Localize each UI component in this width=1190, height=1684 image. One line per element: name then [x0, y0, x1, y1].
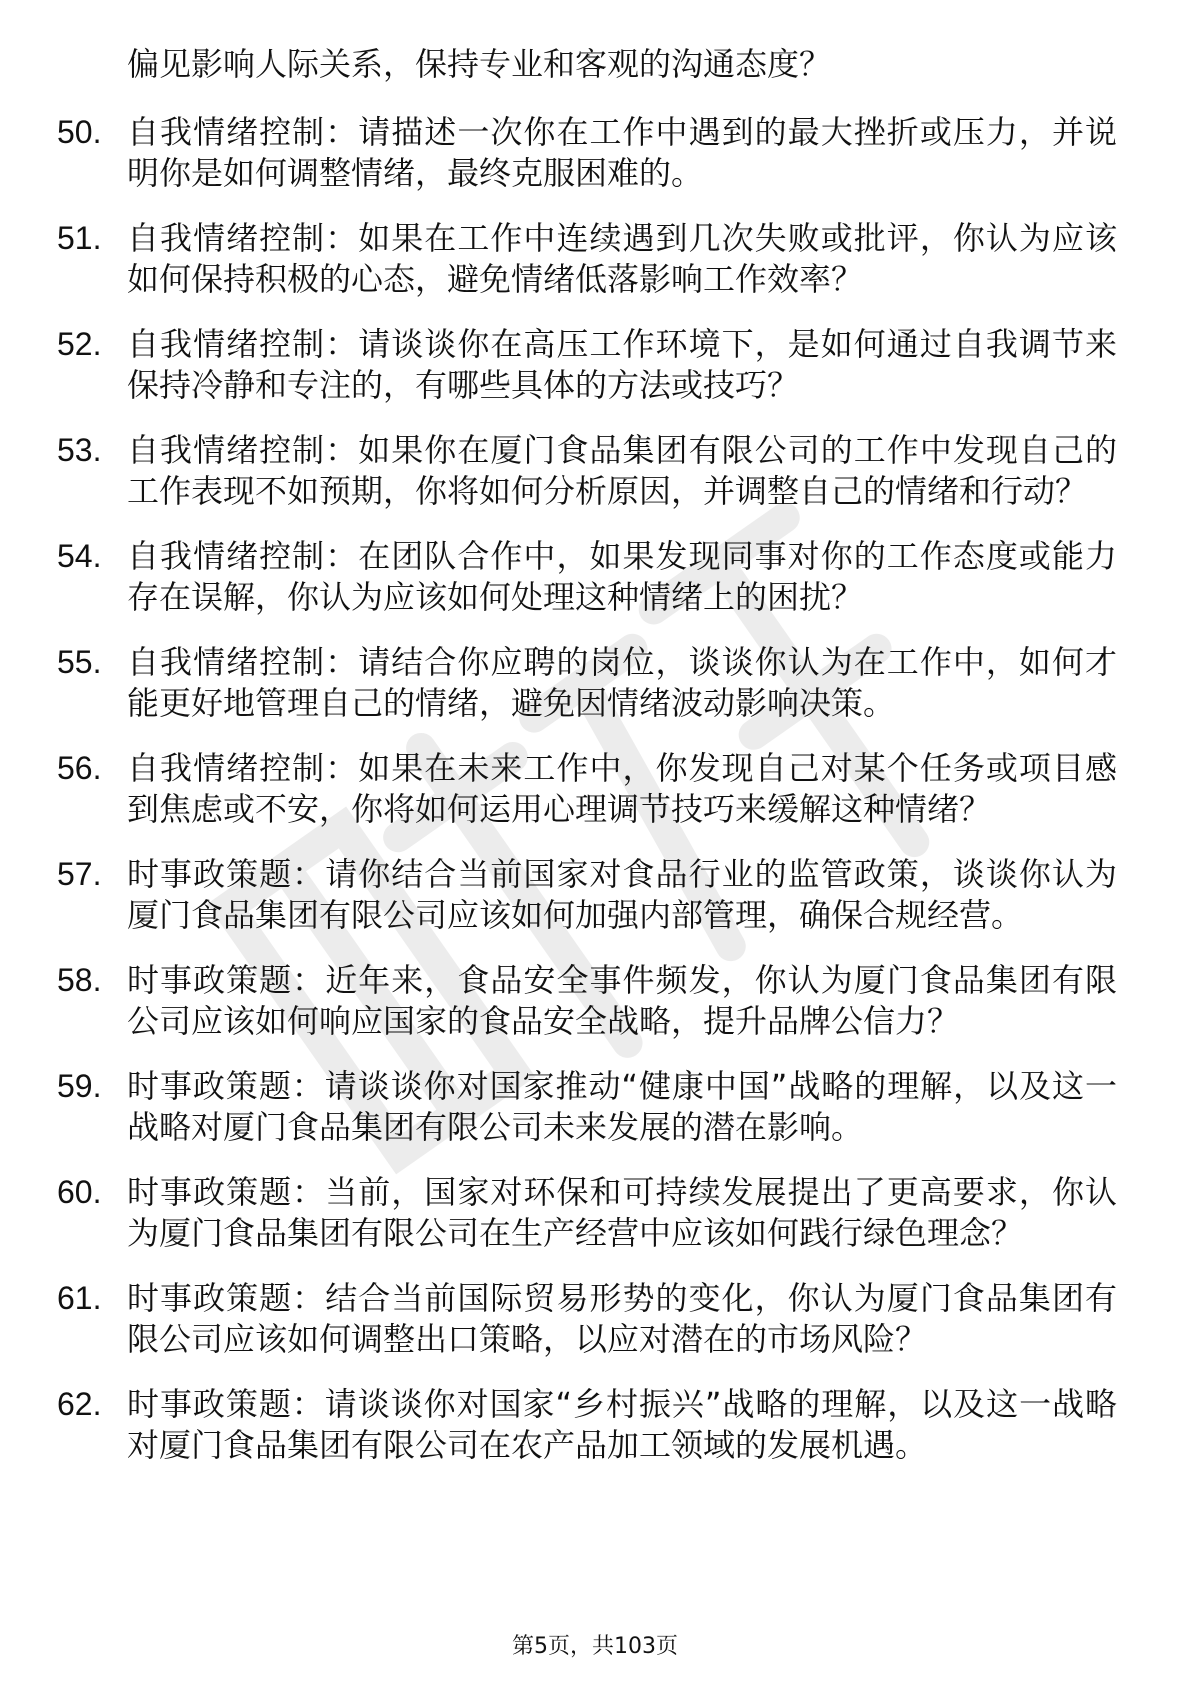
question-number: 53.	[57, 432, 102, 468]
question-number: 59.	[57, 1068, 102, 1104]
question-text: 自我情绪控制：请描述一次你在工作中遇到的最大挫折或压力，并说明你是如何调整情绪，最终克服困难的。	[127, 113, 1117, 192]
question-number: 52.	[57, 326, 102, 362]
question-text: 自我情绪控制：请结合你应聘的岗位，谈谈你认为在工作中，如何才能更好地管理自己的情绪，避免因情绪波动影响决策。	[127, 643, 1117, 722]
question-list	[0, 112, 1190, 1490]
question-item	[0, 1172, 1117, 1254]
question-text: 时事政策题：请你结合当前国家对食品行业的监管政策，谈谈你认为厦门食品集团有限公司应该如何加强内部管理，确保合规经营。	[127, 855, 1117, 934]
question-item	[0, 112, 1117, 194]
question-text: 自我情绪控制：请谈谈你在高压工作环境下，是如何通过自我调节来保持冷静和专注的，有哪些具体的方法或技巧？	[127, 325, 1117, 404]
question-item	[0, 324, 1117, 406]
question-text: 时事政策题：请谈谈你对国家“乡村振兴”战略的理解，以及这一战略对厦门食品集团有限公司在农产品加工领域的发展机遇。	[127, 1385, 1117, 1464]
question-number: 62.	[57, 1386, 102, 1422]
question-item	[0, 430, 1117, 512]
question-number: 50.	[57, 114, 102, 150]
question-text: 时事政策题：请谈谈你对国家推动“健康中国”战略的理解，以及这一战略对厦门食品集团有限公司未来发展的潜在影响。	[127, 1067, 1117, 1146]
question-item	[0, 1278, 1117, 1360]
question-number: 51.	[57, 220, 102, 256]
question-number: 60.	[57, 1174, 102, 1210]
question-number: 57.	[57, 856, 102, 892]
page-footer: 第5页，共103页	[512, 1634, 678, 1659]
question-item	[0, 1384, 1117, 1466]
question-number: 61.	[57, 1280, 102, 1316]
continuation-text: 偏见影响人际关系，保持专业和客观的沟通态度？	[127, 45, 832, 83]
question-text: 时事政策题：近年来，食品安全事件频发，你认为厦门食品集团有限公司应该如何响应国家的食品安全战略，提升品牌公信力？	[127, 961, 1117, 1040]
question-text: 自我情绪控制：在团队合作中，如果发现同事对你的工作态度或能力存在误解，你认为应该如何处理这种情绪上的困扰？	[127, 537, 1117, 616]
question-text: 时事政策题：结合当前国际贸易形势的变化，你认为厦门食品集团有限公司应该如何调整出口策略，以应对潜在的市场风险？	[127, 1279, 1117, 1358]
question-text: 自我情绪控制：如果在工作中连续遇到几次失败或批评，你认为应该如何保持积极的心态，避免情绪低落影响工作效率？	[127, 219, 1117, 298]
question-item	[0, 642, 1117, 724]
question-item	[0, 854, 1117, 936]
question-text: 自我情绪控制：如果你在厦门食品集团有限公司的工作中发现自己的工作表现不如预期，你将如何分析原因，并调整自己的情绪和行动？	[127, 431, 1117, 510]
question-item	[0, 748, 1117, 830]
question-text: 自我情绪控制：如果在未来工作中，你发现自己对某个任务或项目感到焦虑或不安，你将如何运用心理调节技巧来缓解这种情绪？	[127, 749, 1117, 828]
question-item	[0, 536, 1117, 618]
question-text: 时事政策题：当前，国家对环保和可持续发展提出了更高要求，你认为厦门食品集团有限公司在生产经营中应该如何践行绿色理念？	[127, 1173, 1117, 1252]
question-item	[0, 1066, 1117, 1148]
question-number: 58.	[57, 962, 102, 998]
question-number: 54.	[57, 538, 102, 574]
question-number: 55.	[57, 644, 102, 680]
question-item	[0, 960, 1117, 1042]
question-item	[0, 218, 1117, 300]
question-number: 56.	[57, 750, 102, 786]
